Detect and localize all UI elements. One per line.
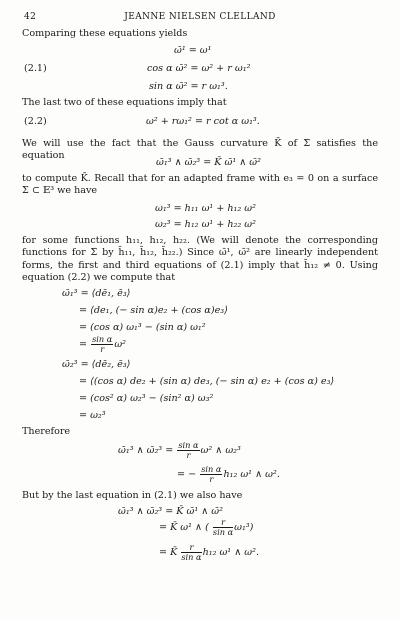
- equation-frame-1: ω₁³ = h₁₁ ω¹ + h₁₂ ω²: [155, 203, 256, 214]
- derivation-line-3: = (cos α) ω₁³ − (sin α) ω₁²: [79, 322, 206, 333]
- paragraph-adapted-frame: to compute K̄. Recall that for an adapted frame with e₃ = 0 on a surface Σ ⊂ 𝔼³ we have: [22, 173, 378, 197]
- paragraph-last-two: The last two of these equations imply that: [22, 97, 227, 108]
- equation-frame-2: ω₂³ = h₁₂ ω¹ + h₂₂ ω²: [155, 219, 256, 230]
- derivation-line-8: = ω₂³: [79, 410, 106, 421]
- derivation-line-5: ω̄₂³ = ⟨dē₂, ē₃⟩: [62, 359, 131, 370]
- equation-2-1-a: ω̄¹ = ω¹: [174, 45, 212, 56]
- equation-2-2: ω² + rω₁² = r cot α ω₁³.: [146, 116, 260, 127]
- paragraph-comparing: Comparing these equations yields: [22, 28, 188, 39]
- derivation-line-1: ω̄₁³ = ⟨dē₁, ē₃⟩: [62, 288, 131, 299]
- equation-2-1-c: sin α ω̄² = r ω₁³.: [149, 81, 228, 92]
- derivation-line-2: = ⟨de₁, (− sin α)e₂ + (cos α)e₃⟩: [79, 305, 228, 316]
- paragraph-gauss-curvature: We will use the fact that the Gauss curvature K̄ of Σ̄ satisfies the equation: [22, 138, 378, 162]
- derivation-line-4: = $\frac{\text{sin α}}{r}$ ω²: [79, 334, 127, 354]
- derivation-line-7: = (cos² α) ω₂³ − (sin² α) ω₃²: [79, 393, 214, 404]
- also-line-3: = K̄ $\frac{r}{\text{sin α}}$ h₁₂ ω¹ ∧ ω².: [159, 542, 259, 562]
- page-number: 42: [24, 12, 37, 22]
- also-line-1: ω̄₁³ ∧ ω̄₂³ = K̄ ω̄¹ ∧ ω̄²: [118, 506, 223, 517]
- equation-label-2-2: (2.2): [24, 116, 47, 127]
- equation-2-1-b: cos α ω̄² = ω² + r ω₁²: [147, 63, 251, 74]
- derivation-line-6: = ⟨(cos α) de₂ + (sin α) de₃, (− sin α) e₂ + (cos α) e₃⟩: [79, 376, 335, 387]
- equation-gauss: ω̄₁³ ∧ ω̄₂³ = K̄ ω̄¹ ∧ ω̄²: [156, 157, 261, 168]
- therefore-line-1: ω̄₁³ ∧ ω̄₂³ = $\frac{\text{sin α}}{r}$ ω² ∧ ω₂³: [118, 440, 241, 460]
- equation-label-2-1: (2.1): [24, 63, 47, 74]
- also-line-2: = K̄ ω¹ ∧ ( $\frac{r}{\text{sin α}}$ ω₁³): [159, 517, 254, 537]
- paragraph-therefore: Therefore: [22, 426, 71, 437]
- running-head: JEANNE NIELSEN CLELLAND: [124, 12, 276, 22]
- paragraph-but-also: But by the last equation in (2.1) we also have: [22, 490, 243, 501]
- therefore-line-2: = − $\frac{\text{sin α}}{r}$ h₁₂ ω¹ ∧ ω².: [177, 464, 280, 484]
- paragraph-functions: for some functions h₁₁, h₁₂, h₂₂. (We will denote the corresponding functions for Σ̄ by h̄₁₁, h̄₁₂, h̄₂₂.) Since ω̄¹, ω̄² are linearly independent forms, the first and third equations of (2.1) imply that h̄₁₂ ≠ 0. Using equation (2.2) we compute that: [22, 235, 378, 284]
